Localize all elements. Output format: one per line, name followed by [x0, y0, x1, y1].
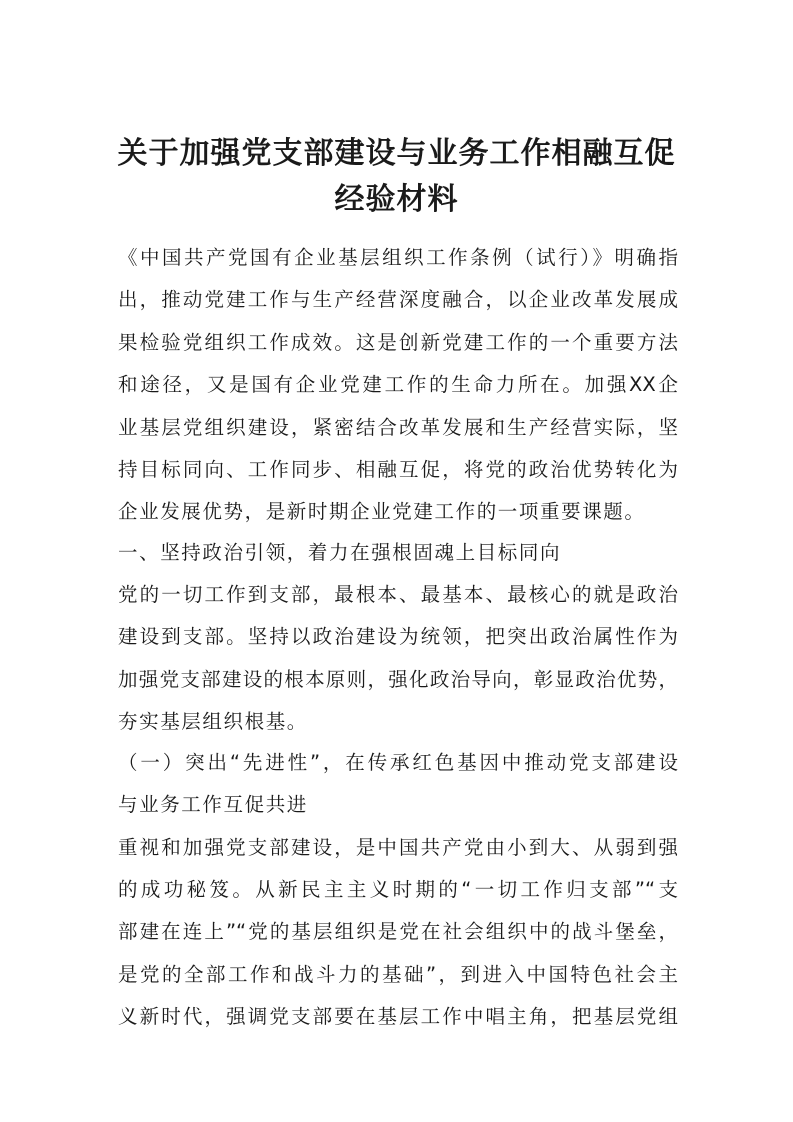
paragraph-line: 加强党支部建设的根本原则，强化政治导向，彰显政治优势， — [118, 668, 678, 691]
section-heading: 一、坚持政治引领，着力在强根固魂上目标同向 — [118, 541, 562, 564]
paragraph-line: 果检验党组织工作成效。这是创新党建工作的一个重要方法 — [118, 331, 678, 354]
paragraph-line: 《中国共产党国有企业基层组织工作条例（试行）》明确指 — [118, 246, 678, 269]
paragraph-line: 夯实基层组织根基。 — [118, 710, 308, 733]
subsection-heading: 与业务工作互促共进 — [118, 793, 308, 816]
paragraph-line: 党的一切工作到支部，最根本、最基本、最核心的就是政治 — [118, 583, 678, 606]
paragraph-line: 重视和加强党支部建设，是中国共产党由小到大、从弱到强 — [118, 836, 678, 859]
paragraph-line: 出，推动党建工作与生产经营深度融合，以企业改革发展成 — [118, 288, 678, 311]
paragraph-line: 企业发展优势，是新时期企业党建工作的一项重要课题。 — [118, 500, 646, 523]
paragraph-line: 的成功秘笈。从新民主主义时期的“一切工作归支部”“支 — [118, 878, 678, 901]
paragraph-line: 持目标同向、工作同步、相融互促，将党的政治优势转化为 — [118, 458, 678, 481]
paragraph-line: 业基层党组织建设，紧密结合改革发展和生产经营实际，坚 — [118, 416, 678, 439]
paragraph-line: 建设到支部。坚持以政治建设为统领，把突出政治属性作为 — [118, 625, 678, 648]
document-title-line-2: 经验材料 — [334, 182, 459, 217]
paragraph-line: 部建在连上”“党的基层组织是党在社会组织中的战斗堡垒， — [118, 920, 678, 943]
paragraph-line: 义新时代，强调党支部要在基层工作中唱主角，把基层党组 — [118, 1005, 678, 1028]
subsection-heading: （一）突出“先进性”，在传承红色基因中推动党支部建设 — [118, 751, 678, 774]
document-title-line-1: 关于加强党支部建设与业务工作相融互促 — [117, 136, 676, 171]
paragraph-line: 和途径，又是国有企业党建工作的生命力所在。加强XX企 — [118, 373, 678, 396]
paragraph-line: 是党的全部工作和战斗力的基础”，到进入中国特色社会主 — [118, 963, 678, 986]
